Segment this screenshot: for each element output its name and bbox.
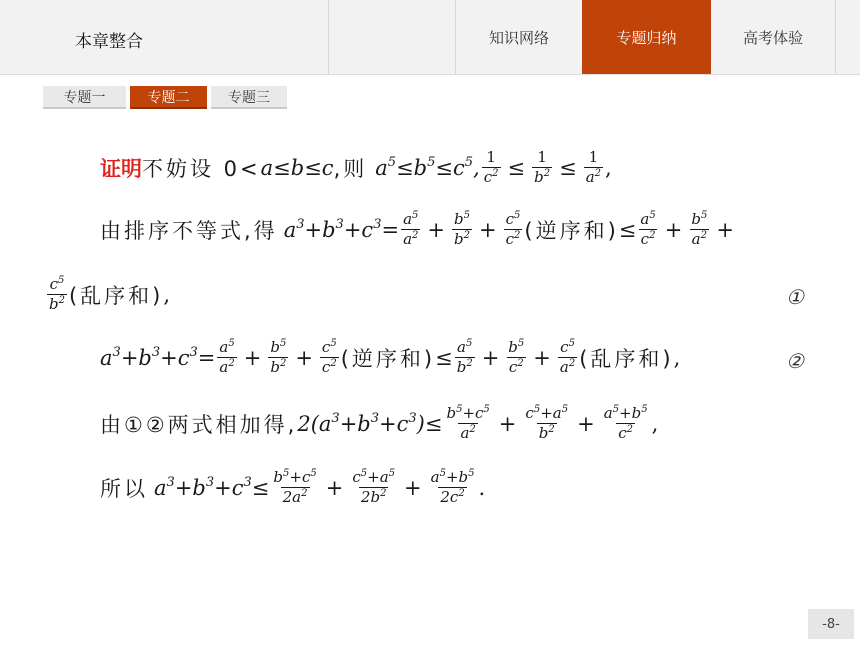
- proof-line-4: $a^3+b^3+c^3=$ $\frac{a^5}{a^2}$ + $\frac{b^5}{b^2}$ + $\frac{c^5}{c^2}$ (逆序和) ≤ $\frac{a^5}{b^2}$ + $\frac{b^5}{c^2}$ + $\frac{c^5}{a^2}$ (乱序和) ,: [100, 338, 681, 376]
- proof-line-2: 由排序不等式,得 $a^3+b^3+c^3=$ $\frac{a^5}{a^2}$ + $\frac{b^5}{b^2}$ + $\frac{c^5}{c^2}$ (逆序和) ≤ $\frac{a^5}{c^2}$ + $\frac{b^5}{a^2}$ +: [100, 210, 734, 248]
- header-divider: [328, 0, 329, 74]
- proof-text: ,则: [333, 156, 368, 181]
- proof-line-6: 所以 $a^3+b^3+c^3\le$ $\frac{b^5+c^5}{2a^2}$ + $\frac{c^5+a^5}{2b^2}$ + $\frac{a^5+b^5}{2c^2}$ .: [100, 468, 486, 506]
- proof-label: 证明: [100, 156, 142, 181]
- nav-exam-experience[interactable]: 高考体验: [742, 28, 803, 47]
- fraction: $\frac{1}{b^2}$: [534, 148, 551, 186]
- proof-text: 由①②两式相加得,: [100, 412, 298, 437]
- proof-text: 所以: [100, 476, 148, 501]
- note-random-sum: (乱序和): [68, 283, 164, 308]
- chapter-title: 本章整合: [75, 32, 143, 52]
- page-number: -8-: [808, 609, 854, 639]
- proof-text: 不妨设 0<: [142, 156, 261, 181]
- proof-line-1: 证明 不妨设 0< a≤b≤c ,则 $a^5\le b^5\le c^5$, $\frac{1}{c^2}$ ≤ $\frac{1}{b^2}$ ≤ $\frac{1}{a^2}$ ,: [100, 148, 612, 186]
- equation-marker-1: ①: [786, 285, 804, 309]
- fraction: $\frac{1}{a^2}$: [585, 148, 602, 186]
- equation-marker-2: ②: [786, 349, 804, 373]
- formula-power-order: $a^5\le b^5\le c^5$,: [375, 154, 480, 180]
- nav-topic-summary[interactable]: 专题归纳: [582, 0, 711, 74]
- proof-relation: a≤b≤c: [260, 155, 334, 180]
- proof-line-3: $\frac{c^5}{b^2}$ (乱序和) ,: [49, 275, 171, 313]
- subtab-topic-2[interactable]: 专题二: [130, 86, 207, 109]
- header-bar: [0, 0, 860, 75]
- proof-line-5: 由①②两式相加得, $2(a^3+b^3+c^3)\le$ $\frac{b^5+c^5}{a^2}$ + $\frac{c^5+a^5}{b^2}$ + $\frac{a^5+b^5}{c^2}$ ,: [100, 404, 659, 442]
- proof-text: 由排序不等式,得: [100, 218, 278, 243]
- note-random-sum: (乱序和): [579, 346, 674, 371]
- fraction: $\frac{1}{c^2}$: [483, 148, 499, 186]
- nav-knowledge-network[interactable]: 知识网络: [488, 28, 549, 47]
- note-reverse-sum: (逆序和): [524, 218, 619, 243]
- subtab-topic-1[interactable]: 专题一: [43, 86, 126, 109]
- note-reverse-sum: (逆序和): [340, 346, 436, 371]
- subtab-topic-3[interactable]: 专题三: [211, 86, 287, 109]
- header-divider: [835, 0, 836, 74]
